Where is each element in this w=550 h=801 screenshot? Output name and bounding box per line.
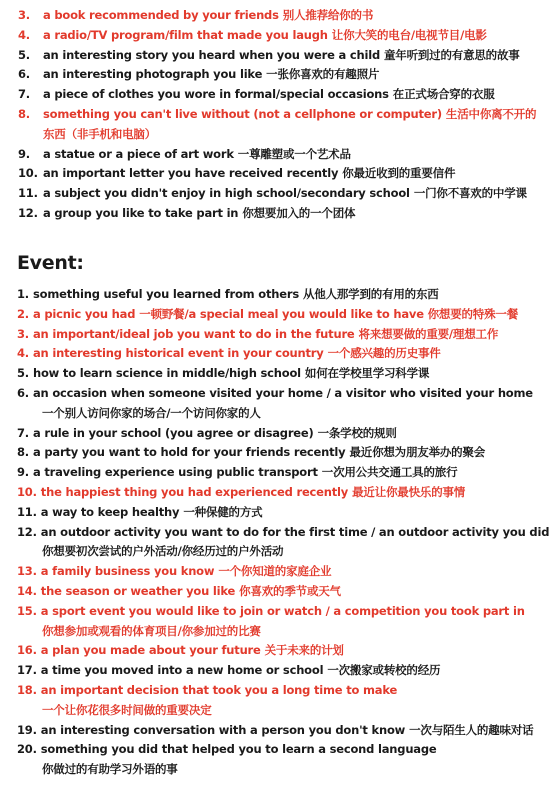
- topic-number: 8.: [18, 106, 30, 121]
- topic-english: something you did that helped you to learn a second language: [40, 742, 437, 757]
- topic-chinese: 一张你喜欢的有趣照片: [266, 67, 380, 82]
- topic-item: [18, 145, 548, 165]
- topic-chinese: 关于未来的计划: [264, 643, 344, 658]
- topic-number: 12.: [18, 205, 38, 220]
- topic-item: [17, 582, 549, 602]
- topic-english: a rule in your school (you agree or disagree): [32, 425, 314, 440]
- topic-number: 13.: [17, 564, 37, 579]
- topic-chinese: 一个感兴趣的历史事件: [327, 346, 441, 361]
- topic-english: an occasion when someone visited your home / a visitor who visited your home: [32, 385, 533, 400]
- topic-chinese-continued: 一个别人访问你家的场合/一个访问你家的人: [42, 405, 261, 420]
- topic-item: [18, 65, 548, 85]
- topic-english: a book recommended by your friends: [43, 8, 279, 22]
- topic-english: an important letter you have received recently: [43, 166, 339, 181]
- topic-number: 8.: [17, 445, 29, 460]
- topic-chinese: 童年听到过的有意思的故事: [383, 47, 520, 62]
- topic-chinese: 一门你不喜欢的中学课: [413, 186, 527, 201]
- topic-item: [17, 443, 549, 463]
- topic-item: [17, 523, 549, 563]
- topic-english: how to learn science in middle/high school: [32, 366, 301, 381]
- topic-item: [17, 562, 549, 582]
- topic-item: [17, 602, 549, 642]
- topic-english: an interesting conversation with a person you don't know: [40, 722, 406, 737]
- topic-english: a piece of clothes you wore in formal/special occasions: [43, 87, 389, 102]
- topic-chinese: 一条学校的规则: [317, 425, 397, 440]
- topic-chinese-continued: 你做过的有助学习外语的事: [42, 762, 178, 777]
- topic-english: a traveling experience using public transport: [32, 465, 318, 480]
- topic-chinese: 一顿野餐/a special meal you would like to have 你想要的特殊一餐: [139, 306, 519, 321]
- topic-item: [18, 105, 548, 145]
- topic-item: [17, 721, 549, 741]
- topic-item: [17, 364, 549, 384]
- topic-number: 10.: [18, 166, 38, 181]
- topic-item: [18, 164, 548, 184]
- topic-english: a family business you know: [40, 564, 215, 579]
- topic-chinese: 别人推荐给你的书: [282, 8, 374, 22]
- topic-english: a radio/TV program/film that made you laugh: [43, 27, 328, 42]
- topic-chinese-continued: 你想要初次尝试的户外活动/你经历过的户外活动: [42, 544, 284, 559]
- topic-english: an outdoor activity you want to do for the first time / an outdoor activity you did: [40, 524, 550, 539]
- event-section-title: Event:: [17, 252, 84, 274]
- topic-english: an important/ideal job you want to do in the future: [32, 326, 355, 341]
- topic-item: [17, 681, 549, 721]
- topic-number: 20.: [17, 742, 37, 757]
- topic-english: a subject you didn't enjoy in high school/secondary school: [43, 186, 410, 201]
- topic-chinese: 在正式场合穿的衣服: [392, 87, 495, 102]
- topic-english: a party you want to hold for your friends recently: [32, 445, 346, 460]
- topic-number: 15.: [17, 603, 37, 618]
- topic-english: something you can't live without (not a cellphone or computer): [43, 106, 442, 121]
- topic-english: an important decision that took you a long time to make: [40, 682, 398, 697]
- topic-item: [17, 384, 549, 424]
- topic-number: 4.: [17, 346, 29, 361]
- topic-item: [17, 344, 549, 364]
- topic-number: 19.: [17, 722, 37, 737]
- topic-number: 6.: [18, 67, 30, 82]
- topic-number: 1.: [17, 287, 29, 301]
- topic-number: 3.: [17, 326, 29, 341]
- topic-number: 17.: [17, 663, 37, 678]
- topic-item: [17, 483, 549, 503]
- topic-english: something useful you learned from others: [32, 287, 299, 301]
- topic-item: [17, 285, 549, 305]
- topic-number: 11.: [17, 504, 37, 519]
- topic-chinese-continued: 你想参加或观看的体育项目/你参加过的比赛: [42, 623, 261, 638]
- topic-chinese: 最近让你最快乐的事情: [352, 484, 466, 499]
- topic-number: 16.: [17, 643, 37, 658]
- topic-item: [18, 6, 548, 26]
- topic-number: 18.: [17, 682, 37, 697]
- topic-number: 3.: [18, 8, 30, 22]
- topic-chinese: 如何在学校里学习科学课: [304, 366, 430, 381]
- topic-number: 2.: [17, 306, 29, 321]
- topic-item: [17, 325, 549, 345]
- topic-english: an interesting historical event in your country: [32, 346, 324, 361]
- topic-chinese-continued: 东西（非手机和电脑）: [43, 126, 156, 141]
- topic-chinese: 从他人那学到的有用的东西: [302, 287, 439, 301]
- topic-english: a group you like to take part in: [43, 205, 239, 220]
- topic-item: [18, 85, 548, 105]
- topic-number: 4.: [18, 27, 30, 42]
- topic-english: a time you moved into a new home or school: [40, 663, 324, 678]
- topic-number: 9.: [18, 146, 30, 161]
- topic-item: [17, 424, 549, 444]
- topic-chinese: 你想要加入的一个团体: [242, 205, 356, 220]
- topic-chinese: 最近你想为朋友举办的聚会: [349, 445, 486, 460]
- topic-english: the season or weather you like: [40, 583, 236, 598]
- topic-chinese: 一次用公共交通工具的旅行: [321, 465, 458, 480]
- object-topic-list: [18, 6, 548, 224]
- topic-english: the happiest thing you had experienced recently: [40, 484, 349, 499]
- topic-item: [17, 503, 549, 523]
- topic-item: [18, 204, 548, 224]
- topic-chinese: 你喜欢的季节或天气: [239, 583, 341, 598]
- topic-item: [18, 46, 548, 66]
- topic-number: 10.: [17, 484, 37, 499]
- topic-english: a sport event you would like to join or watch / a competition you took part in: [40, 603, 525, 618]
- topic-item: [18, 184, 548, 204]
- topic-chinese: 一个你知道的家庭企业: [218, 564, 332, 579]
- topic-chinese: 一次与陌生人的趣味对话: [409, 722, 534, 737]
- topic-number: 14.: [17, 583, 37, 598]
- topic-item: [17, 740, 549, 780]
- topic-english: a way to keep healthy: [40, 504, 180, 519]
- topic-chinese: 一尊雕塑或一个艺术品: [237, 146, 351, 161]
- topic-item: [17, 463, 549, 483]
- topic-number: 6.: [17, 385, 29, 400]
- topic-chinese-continued: 一个让你花很多时间做的重要决定: [42, 702, 212, 717]
- topic-item: [18, 26, 548, 46]
- topic-english: a picnic you had: [32, 306, 136, 321]
- topic-item: [17, 661, 549, 681]
- topic-item: [17, 305, 549, 325]
- topic-number: 12.: [17, 524, 37, 539]
- topic-english: a plan you made about your future: [40, 643, 261, 658]
- topic-number: 11.: [18, 186, 38, 201]
- topic-chinese: 你最近收到的重要信件: [342, 166, 456, 181]
- topic-number: 9.: [17, 465, 29, 480]
- topic-chinese: 一次搬家或转校的经历: [327, 663, 441, 678]
- topic-chinese: 让你大笑的电台/电视节目/电影: [331, 27, 487, 42]
- topic-chinese: 将来想要做的重要/理想工作: [358, 326, 499, 341]
- topic-number: 5.: [18, 47, 30, 62]
- topic-chinese: 一种保健的方式: [183, 504, 263, 519]
- topic-item: [17, 641, 549, 661]
- topic-chinese: 生活中你离不开的: [445, 106, 537, 121]
- topic-number: 5.: [17, 366, 29, 381]
- topic-number: 7.: [17, 425, 29, 440]
- topic-english: an interesting story you heard when you were a child: [43, 47, 380, 62]
- topic-english: a statue or a piece of art work: [43, 146, 234, 161]
- topic-english: an interesting photograph you like: [43, 67, 263, 82]
- event-topic-list: [17, 285, 549, 780]
- topic-number: 7.: [18, 87, 30, 102]
